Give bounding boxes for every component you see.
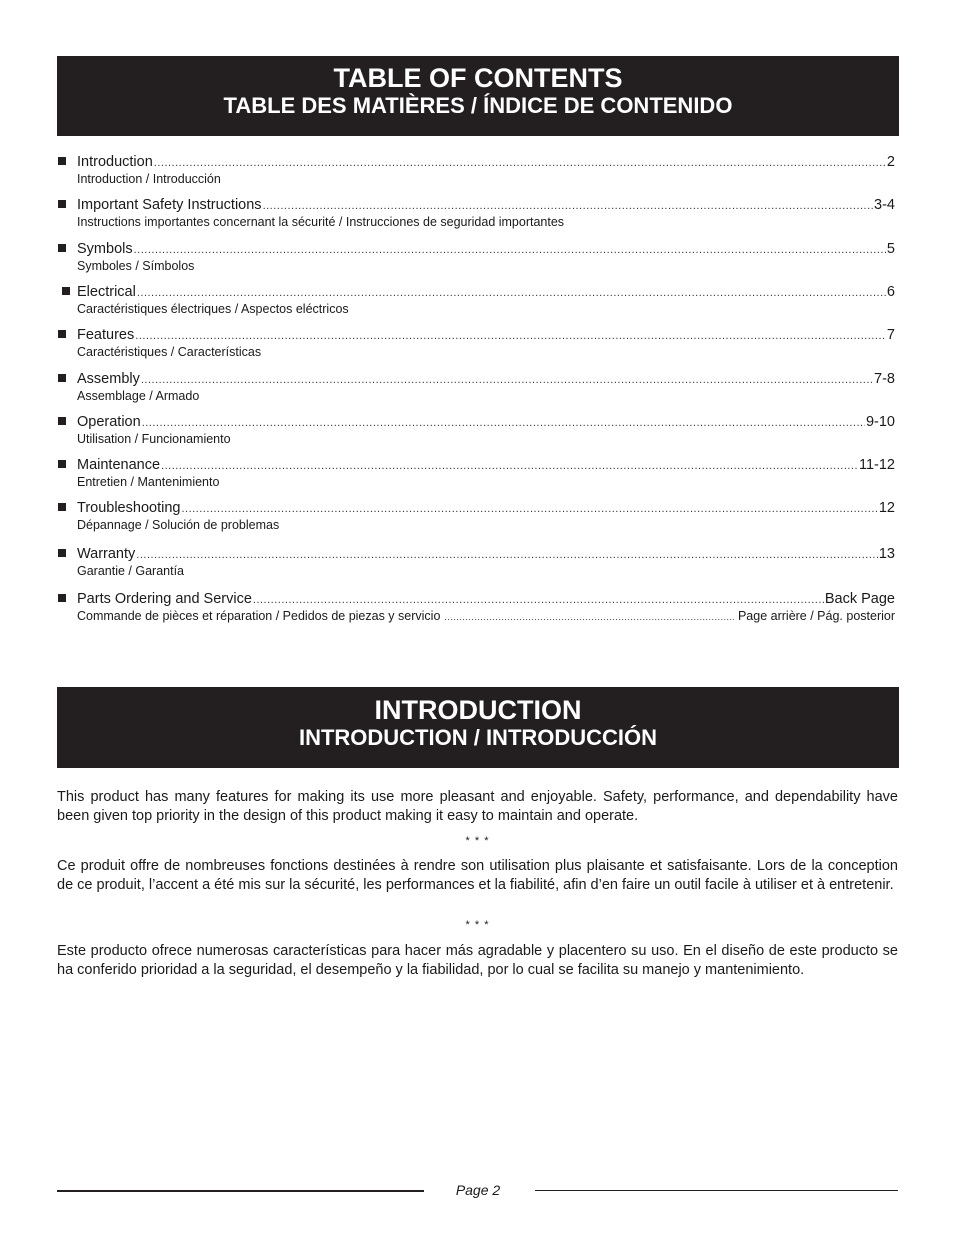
toc-item-page: 9-10	[865, 414, 895, 430]
square-bullet-icon	[58, 549, 66, 557]
toc-item-label: Operation	[77, 414, 141, 430]
toc-item-page: 2	[886, 154, 895, 170]
square-bullet-icon	[58, 460, 66, 468]
square-bullet-icon	[58, 330, 66, 338]
toc-item-label: Symbols	[77, 241, 133, 257]
toc-item-page: 13	[878, 546, 895, 562]
toc-item-introduction[interactable]	[57, 154, 895, 188]
toc-item-assembly[interactable]	[57, 371, 895, 405]
intro-paragraph-spanish: Este producto ofrece numerosas características para hacer más agradable y placentero su uso. En el diseño de este producto se ha conferido prioridad a la seguridad, el desempeño y la fiabilidad, por lo cual se facilita su manejo y mantenimiento.	[57, 943, 898, 978]
square-bullet-icon	[58, 157, 66, 165]
toc-item-sublabel: Introduction / Introducción	[77, 172, 221, 186]
toc-item-page: Back Page	[824, 591, 895, 607]
toc-title: TABLE OF CONTENTS	[333, 63, 623, 93]
square-bullet-icon	[58, 244, 66, 252]
toc-item-subpage: Page arrière / Pág. posterior	[737, 609, 895, 623]
intro-title: INTRODUCTION	[374, 695, 582, 725]
toc-item-page: 11-12	[858, 457, 895, 473]
square-bullet-icon	[58, 200, 66, 208]
square-bullet-icon	[58, 417, 66, 425]
toc-item-label: Introduction	[77, 154, 153, 170]
toc-item-sublabel: Garantie / Garantía	[77, 564, 185, 578]
square-bullet-icon	[58, 374, 66, 382]
toc-item-label: Maintenance	[77, 457, 161, 473]
toc-subtitle: TABLE DES MATIÈRES / ÍNDICE DE CONTENIDO	[223, 93, 733, 118]
toc-item-label: Electrical	[77, 284, 136, 300]
toc-item-page: 6	[886, 284, 895, 300]
intro-paragraph-french: Ce produit offre de nombreuses fonctions destinées à rendre son utilisation plus plaisante et satisfaisante. Lors de la conception de ce produit, l’accent a été mis sur la sécurité, les performances et la fiabilité, afin d’en faire un outil facile à utiliser et à entretenir.	[57, 858, 898, 893]
toc-item-label: Features	[77, 327, 135, 343]
toc-item-features[interactable]	[57, 327, 895, 361]
page-number: Page 2	[455, 1182, 501, 1198]
toc-item-page: 12	[878, 500, 895, 516]
toc-item-symbols[interactable]	[57, 241, 895, 275]
toc-item-sublabel: Caractéristiques électriques / Aspectos eléctricos	[77, 302, 349, 316]
toc-item-operation[interactable]	[57, 414, 895, 448]
toc-item-safety[interactable]	[57, 197, 895, 231]
toc-item-sublabel: Symboles / Símbolos	[77, 259, 195, 273]
footer-rule-left	[57, 1190, 424, 1192]
toc-item-page: 7-8	[874, 371, 895, 387]
intro-subtitle: INTRODUCTION / INTRODUCCIÓN	[298, 725, 658, 750]
toc-item-page: 5	[886, 241, 895, 257]
toc-item-page: 3-4	[874, 197, 895, 213]
toc-item-maintenance[interactable]	[57, 457, 895, 491]
toc-item-warranty[interactable]	[57, 546, 895, 580]
toc-banner	[57, 56, 899, 136]
toc-item-label: Warranty	[77, 546, 136, 562]
intro-banner	[57, 687, 899, 768]
toc-item-sublabel: Caractéristiques / Características	[77, 345, 262, 359]
toc-item-sublabel: Dépannage / Solución de problemas	[77, 518, 280, 532]
toc-item-sublabel: Instructions importantes concernant la sécurité / Instrucciones de seguridad importantes	[77, 215, 565, 229]
square-bullet-icon	[58, 503, 66, 511]
toc-item-label: Assembly	[77, 371, 140, 387]
toc-item-sublabel: Entretien / Mantenimiento	[77, 475, 220, 489]
toc-item-parts-ordering[interactable]	[57, 591, 895, 625]
toc-item-troubleshooting[interactable]	[57, 500, 895, 534]
square-bullet-icon	[58, 594, 66, 602]
toc-item-sublabel: Utilisation / Funcionamiento	[77, 432, 231, 446]
toc-item-label: Important Safety Instructions	[77, 197, 262, 213]
toc-item-page: 7	[886, 327, 895, 343]
toc-item-label: Parts Ordering and Service	[77, 591, 252, 607]
toc-item-sublabel: Assemblage / Armado	[77, 389, 200, 403]
paragraph-separator: * * *	[465, 835, 490, 847]
toc-item-sublabel: Commande de pièces et réparation / Pedidos de piezas y servicio	[77, 609, 441, 623]
square-bullet-icon	[62, 287, 70, 295]
intro-paragraph-english: This product has many features for making its use more pleasant and enjoyable. Safety, performance, and dependability have been given top priority in the design of this product making it easy to maintain and operate.	[57, 789, 898, 824]
paragraph-separator: * * *	[465, 919, 490, 931]
toc-item-electrical[interactable]	[57, 284, 895, 318]
footer-rule-right	[535, 1190, 898, 1191]
toc-item-label: Troubleshooting	[77, 500, 181, 516]
